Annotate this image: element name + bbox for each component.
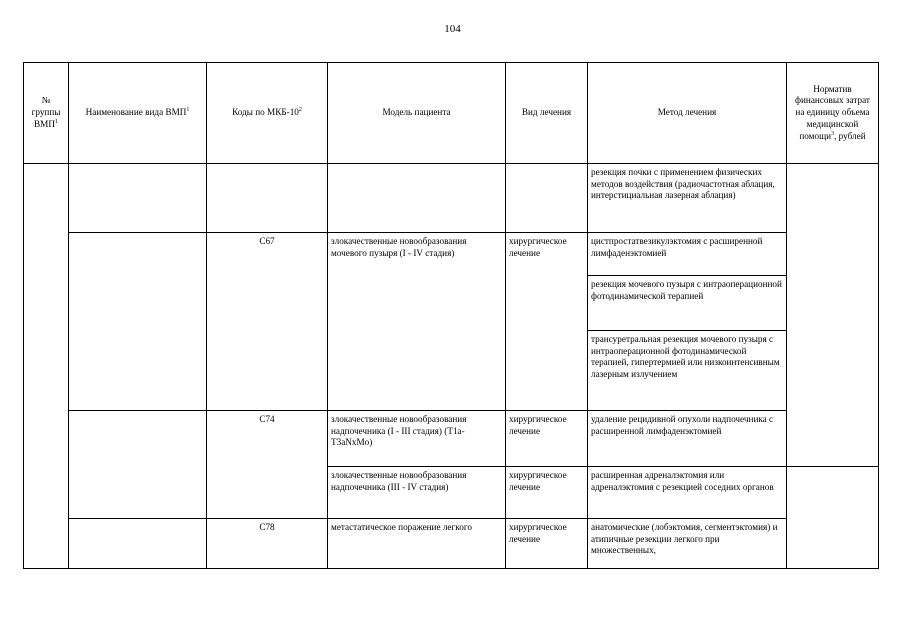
vmp-name-cell	[69, 233, 207, 411]
mkb-code-cell	[207, 164, 328, 233]
vmp-name-cell	[69, 164, 207, 233]
treatment-type-cell	[506, 164, 588, 233]
header-group-no: № группы ВМП$^1$	[24, 63, 69, 164]
header-norm: Норматив финансовых затрат на единицу объема медицинской помощи$^3$, рублей	[787, 63, 879, 164]
table-row	[24, 164, 879, 233]
header-treatment-type: Вид лечения	[506, 63, 588, 164]
patient-model-cell: злокачественные новообразования надпочечника (I - III стадия) (T1a-T3aNxMo)	[328, 411, 506, 467]
vmp-name-cell	[69, 519, 207, 569]
patient-model-cell: злокачественные новообразования надпочечника (III - IV стадия)	[328, 467, 506, 519]
treatment-method-cell: резекция мочевого пузыря с интраоперационной фотодинамической терапией	[588, 276, 787, 331]
mkb-code-cell: C67	[207, 233, 328, 411]
treatment-method-cell: анатомические (лобэктомия, сегментэктомия) и атипичные резекции легкого при множественных,	[588, 519, 787, 569]
vmp-name-cell	[69, 411, 207, 519]
treatment-method-cell: трансуретральная резекция мочевого пузыря с интраоперационной фотодинамической терапией, гипертермией или низкоинтенсивным лазерным излучением	[588, 331, 787, 411]
table-row	[24, 233, 879, 276]
patient-model-cell: злокачественные новообразования мочевого пузыря (I - IV стадия)	[328, 233, 506, 411]
page-number: 104	[444, 23, 461, 35]
mkb-code-cell: C74	[207, 411, 328, 519]
header-treatment-method: Метод лечения	[588, 63, 787, 164]
patient-model-cell	[328, 164, 506, 233]
treatment-method-cell: резекция почки с применением физических методов воздействия (радиочастотная аблация, интерстициальная лазерная аблация)	[588, 164, 787, 233]
treatment-type-cell: хирургическое лечение	[506, 519, 588, 569]
treatment-type-cell: хирургическое лечение	[506, 411, 588, 467]
patient-model-cell: метастатическое поражение легкого	[328, 519, 506, 569]
treatment-method-cell: цистпростатвезикулэктомия с расширенной лимфаденэктомией	[588, 233, 787, 276]
norm-cell	[787, 164, 879, 467]
norm-cell	[787, 467, 879, 569]
header-patient-model: Модель пациента	[328, 63, 506, 164]
mkb-code-cell: C78	[207, 519, 328, 569]
treatment-type-cell: хирургическое лечение	[506, 467, 588, 519]
header-mkb-codes: Коды по МКБ-$10^2$	[207, 63, 328, 164]
header-vmp-name: Наименование вида ВМП$^1$	[69, 63, 207, 164]
group-no-cell	[24, 164, 69, 569]
treatment-type-cell: хирургическое лечение	[506, 233, 588, 411]
treatment-method-cell: расширенная адреналэктомия или адреналэктомия с резекцией соседних органов	[588, 467, 787, 519]
treatment-method-cell: удаление рецидивной опухоли надпочечника с расширенной лимфаденэктомией	[588, 411, 787, 467]
table-row	[24, 411, 879, 467]
header-row	[24, 63, 879, 164]
vmp-table	[23, 62, 879, 569]
table-row	[24, 519, 879, 569]
